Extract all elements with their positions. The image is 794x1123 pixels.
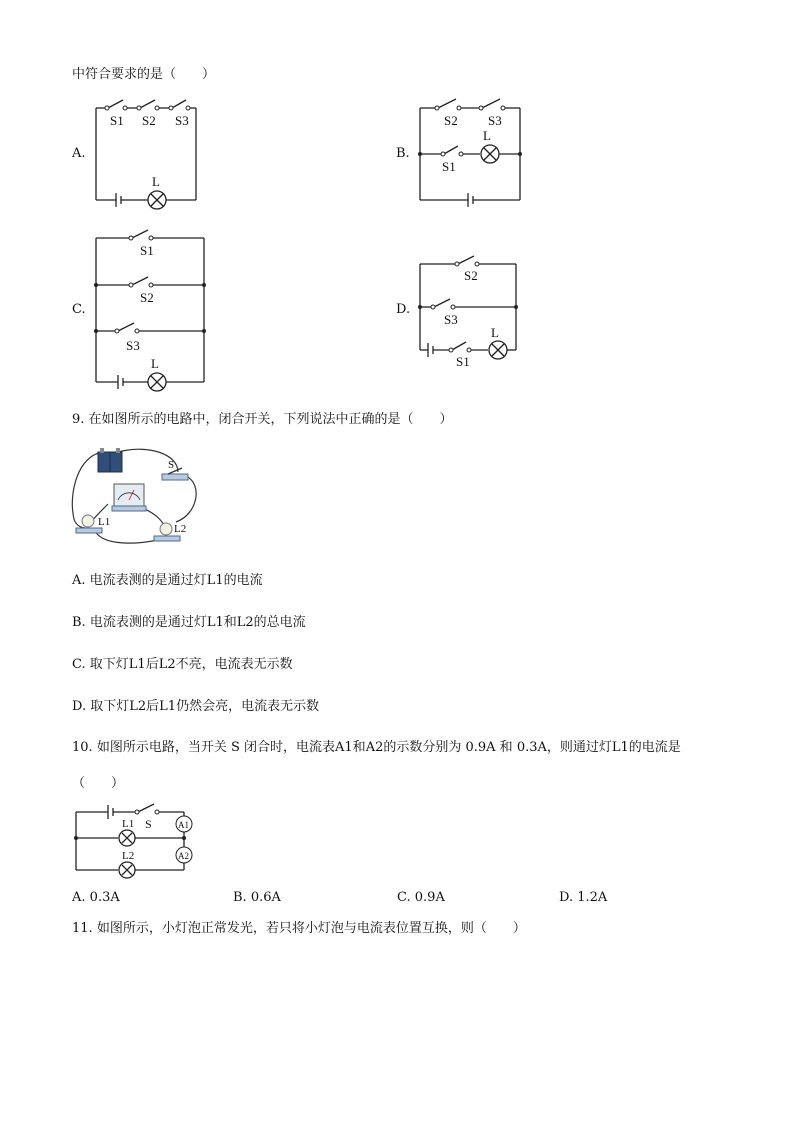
q8-option-a-circuit	[90, 94, 220, 214]
q11-stem	[72, 920, 526, 938]
q8-stem: 中符合要求的是（ ）	[72, 67, 216, 82]
q8a-s1-label: S1	[110, 113, 124, 128]
q8-option-b-circuit	[414, 94, 524, 209]
q8c-s1-label: S1	[140, 243, 154, 258]
q9-lamp2-label: L2	[174, 523, 187, 535]
q8d-s2-label: S2	[464, 268, 478, 283]
q8d-s3-label: S3	[444, 312, 458, 327]
q9-physical-circuit-figure	[68, 444, 208, 554]
q10-lamp1-label: L1	[122, 818, 135, 830]
q9-text: 在如图所示的电路中，闭合开关，下列说法中正确的是（ ）	[88, 412, 453, 427]
q8c-lamp-label: L	[151, 356, 159, 371]
q8-option-d-circuit	[414, 252, 524, 367]
q10-meter-a1: A1	[335, 740, 353, 755]
q10-switch-label: S	[145, 817, 152, 831]
q9-choice-c[interactable]: C. 取下灯L1后L2不亮，电流表无示数	[72, 657, 293, 672]
q9-stem	[72, 411, 453, 429]
q10-choice-d[interactable]: D. 1.2A	[559, 890, 608, 905]
battery-icon	[98, 448, 122, 472]
q10-lamp-l1: L1	[611, 740, 629, 755]
q10-meter-a2: A2	[365, 740, 384, 755]
q9-choice-d[interactable]: D. 取下灯L2后L1仍然会亮，电流表无示数	[72, 699, 320, 714]
q8b-s3-label: S3	[488, 113, 502, 128]
q8c-s2-label: S2	[140, 290, 154, 305]
q8c-s3-label: S3	[126, 338, 140, 353]
q9-number: 9.	[72, 412, 85, 427]
q8a-s3-label: S3	[175, 113, 189, 128]
q9-choice-b[interactable]: B. 电流表测的是通过灯L1和L2的总电流	[72, 615, 306, 630]
q10-meter2-label: A2	[178, 851, 189, 861]
q10-choice-c[interactable]: C. 0.9A	[397, 890, 445, 905]
ammeter-icon	[112, 484, 146, 511]
q8d-lamp-label: L	[491, 325, 499, 340]
q8-option-a-label: A.	[72, 146, 86, 161]
q9-switch-label: S	[168, 459, 175, 471]
q8a-lamp-label: L	[152, 174, 160, 189]
q11-text: 如图所示，小灯泡正常发光，若只将小灯泡与电流表位置互换，则（ ）	[96, 921, 526, 936]
q10-number: 10.	[72, 740, 93, 755]
knife-switch-icon	[162, 468, 188, 480]
q8a-s2-label: S2	[142, 113, 156, 128]
q8-option-c-circuit	[90, 228, 210, 388]
q10-stem: 10. 如图所示电路，当开关 S 闭合时，电流表A1和A2的示数分别为 0.9A 和 0.3A，则通过灯L1的电流是	[72, 740, 681, 755]
q10-choice-b[interactable]: B. 0.6A	[233, 890, 281, 905]
q8-option-c-label: C.	[72, 302, 86, 317]
q10-choice-a[interactable]: A. 0.3A	[72, 890, 120, 905]
q10-circuit-figure	[72, 800, 202, 885]
q10-meter1-label: A1	[178, 820, 189, 830]
q8b-lamp-label: L	[483, 128, 491, 143]
q8b-s2-label: S2	[444, 113, 458, 128]
q8d-s1-label: S1	[456, 354, 470, 369]
q9-choice-a[interactable]: A. 电流表测的是通过灯L1的电流	[72, 573, 263, 588]
q10-lamp2-label: L2	[122, 850, 135, 862]
q8-option-d-label: D.	[396, 302, 411, 317]
q9-lamp1-label: L1	[98, 516, 111, 528]
q8b-s1-label: S1	[442, 159, 456, 174]
q10-paren: （ ）	[72, 776, 125, 791]
q8-option-b-label: B.	[396, 146, 410, 161]
q9a-lamp: L1	[206, 573, 224, 588]
q11-number: 11.	[72, 921, 93, 936]
